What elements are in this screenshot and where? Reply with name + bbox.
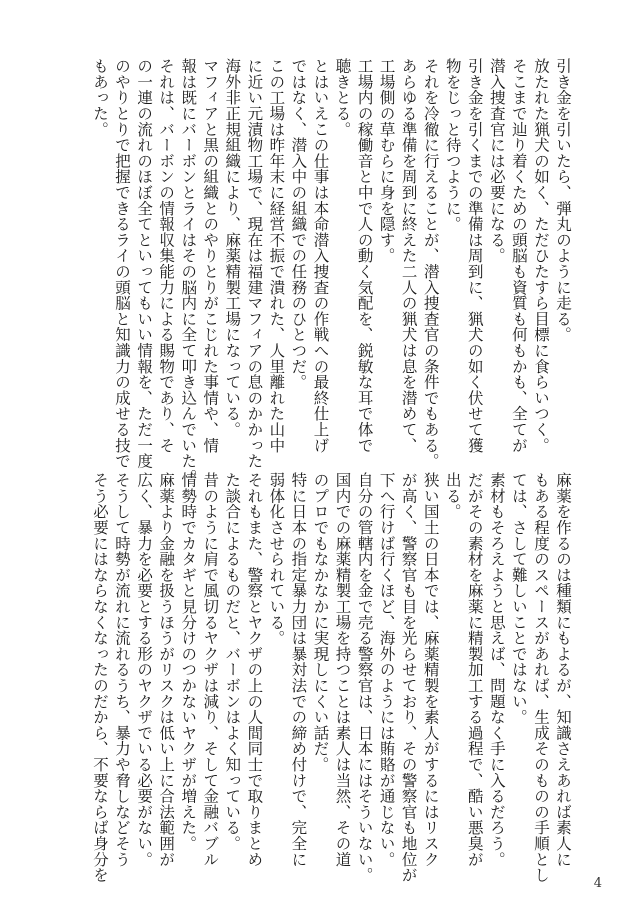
text-line: 素材もそろえようと思えば、問題なく手に入るだろう。 <box>487 472 506 867</box>
text-line: ては、さして難しいことではない。 <box>509 472 528 725</box>
text-line: 物をじっと待つように。 <box>443 58 462 232</box>
text-line: もある程度のスペースがあれば、生成そのものの手順とし <box>531 472 550 883</box>
text-line: そう必要にはならなくなったのだから、不要ならば身分を <box>91 472 109 883</box>
text-line: 狭い国土の日本では、麻薬精製を素人がするにはリスク <box>421 472 440 867</box>
text-line: 麻薬より金融を扱うほうがリスクは低い上に合法範囲が <box>157 472 176 867</box>
text-line: マフィアと黒の組織とのやりとりがこじれた事情や、情 <box>201 58 220 453</box>
text-line: が高く、警察官も目を光らせており、その警察官も地位が <box>399 472 418 883</box>
text-line: それは、バーボンの情報収集能力による賜物であり、そ <box>157 58 176 453</box>
text-line: ではなく、潜入中の組織での任務のひとつだ。 <box>289 58 308 390</box>
text-line: 弱体化させられている。 <box>267 472 286 646</box>
text-line: 麻薬を作るのは種類にもよるが、知識さえあれば素人に <box>553 472 572 867</box>
text-line: だがその素材を麻薬に精製加工する過程で、酷い悪臭が <box>465 472 484 867</box>
text-line: 工場内の稼働音と中で人の動く気配を、鋭敏な耳で体で <box>355 58 374 453</box>
text-line: そうして時勢が流れに流れるうち、暴力や脅しなどそう <box>113 472 132 867</box>
text-line: に近い元漬物工場で、現在は福建マフィアの息のかかった <box>245 58 264 469</box>
text-line: 報は既にバーボンとライはその脳内に全て叩き込んでいた。 <box>179 58 198 485</box>
text-line: 特に日本の指定暴力団は暴対法での締め付けで、完全に <box>289 472 308 867</box>
upper-text-block <box>90 58 572 485</box>
text-line: 海外非正規組織により、麻薬精製工場になっている。 <box>223 58 242 438</box>
page-number: 4 <box>593 876 602 891</box>
text-line: あらゆる準備を周到に終えた二人の猟犬は息を潜めて、 <box>399 58 418 453</box>
text-line: 聴きとる。 <box>333 58 352 137</box>
text-line: 放たれた猟犬の如く、ただひたすら目標に食らいつく。 <box>531 58 550 453</box>
text-line: もあった。 <box>91 58 109 137</box>
text-line: 潜入捜査官には必要になる。 <box>487 58 506 264</box>
lower-text-block <box>90 472 572 883</box>
text-line: のやりとりで把握できるライの頭脳と知識力の成せる技で <box>113 58 132 469</box>
text-line: そこまで辿り着くための頭脳も資質も何もかも、全てが <box>509 58 528 453</box>
text-line: 引き金を引くまでの準備は周到に、猟犬の如く伏せて獲 <box>465 58 484 453</box>
text-line: た談合によるものだと、バーボンはよく知っている。 <box>223 472 242 852</box>
text-line: 広く、暴力を必要とする形のヤクザでいる必要がない。 <box>135 472 154 867</box>
text-line: の一連の流れのほぼ全てといってもいい情報を、ただ一度 <box>135 58 154 469</box>
text-line: 引き金を引いたら、弾丸のように走る。 <box>553 58 572 343</box>
text-line: この工場は昨年末に経営不振で潰れた、人里離れた山中 <box>267 58 286 453</box>
text-line: 工場側の草むらに身を隠す。 <box>377 58 396 264</box>
text-line: それもまた、警察とヤクザの上の人間同士で取りまとめ <box>245 472 264 867</box>
text-line: 下へ行けば行くほど、海外のようには賄賂が通じない。 <box>377 472 396 867</box>
text-line: 昔のように肩で風切るヤクザは減り、そして金融バブル <box>201 472 220 867</box>
text-line: 出る。 <box>443 472 462 520</box>
text-line: のプロでもなかなかに実現しにくい話だ。 <box>311 472 330 773</box>
text-line: 国内での麻薬精製工場を持つことは素人は当然、その道 <box>333 472 352 867</box>
text-line: 自分の管轄内を金で売る警察官は、日本にはそういない。 <box>355 472 374 883</box>
text-line: とはいえこの仕事は本命潜入捜査の作戦への最終仕上げ <box>311 58 330 453</box>
text-line: 情勢時でカタギと見分けのつかないヤクザが増えた。 <box>179 472 198 852</box>
text-line: それを冷徹に行えることが、潜入捜査官の条件でもある。 <box>421 58 440 469</box>
